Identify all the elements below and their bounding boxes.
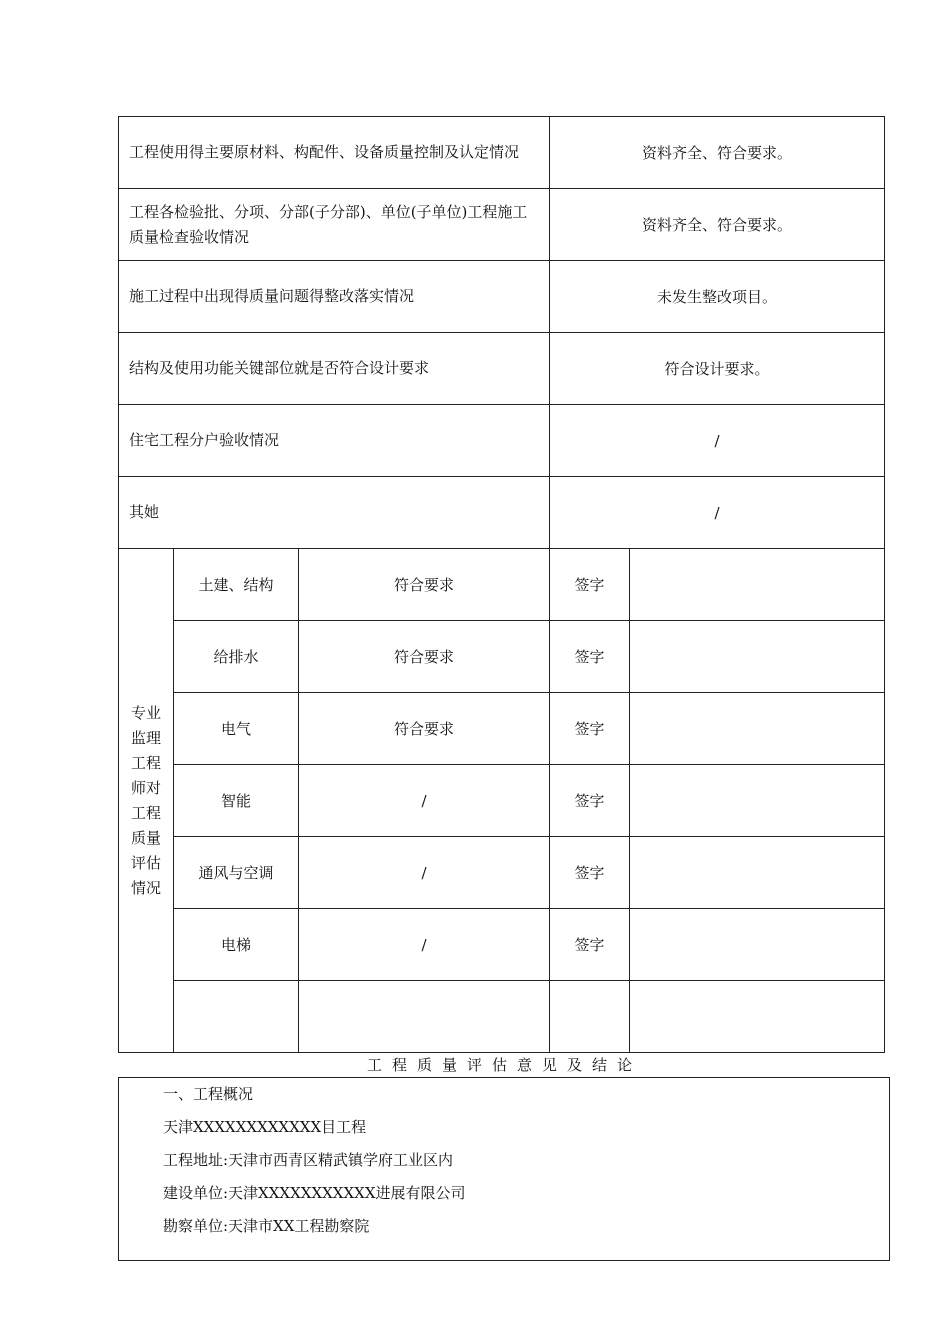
row-result: / — [550, 477, 885, 549]
table-row — [119, 189, 885, 261]
specialty-row — [119, 909, 885, 981]
sign-label: 签字 — [550, 549, 630, 621]
specialty-row-empty — [119, 981, 885, 1053]
row-result: 未发生整改项目。 — [550, 261, 885, 333]
row-desc: 工程各检验批、分项、分部(子分部)、单位(子单位)工程施工质量检查验收情况 — [119, 189, 550, 261]
specialty-name: 土建、结构 — [174, 549, 299, 621]
row-desc: 结构及使用功能关键部位就是否符合设计要求 — [119, 333, 550, 405]
empty-cell — [299, 981, 550, 1053]
specialty-name: 智能 — [174, 765, 299, 837]
signature-field[interactable] — [630, 837, 885, 909]
table-row — [119, 405, 885, 477]
table-row — [119, 117, 885, 189]
quality-table — [118, 116, 885, 1053]
specialty-label-cell — [119, 549, 174, 1053]
row-desc: 工程使用得主要原材料、构配件、设备质量控制及认定情况 — [119, 117, 550, 189]
row-desc: 住宅工程分户验收情况 — [119, 405, 550, 477]
row-result: 符合设计要求。 — [550, 333, 885, 405]
project-address: 工程地址:天津市西青区精武镇学府工业区内 — [163, 1151, 454, 1169]
specialty-result: 符合要求 — [299, 621, 550, 693]
evaluation-title: 工程质量评估意见及结论 — [366, 1056, 642, 1074]
specialty-name: 给排水 — [174, 621, 299, 693]
specialty-row — [119, 549, 885, 621]
row-result: 资料齐全、符合要求。 — [550, 117, 885, 189]
specialty-row — [119, 837, 885, 909]
table-row — [119, 261, 885, 333]
sign-label: 签字 — [550, 693, 630, 765]
evaluation-box — [118, 1077, 890, 1261]
overview-heading: 一、工程概况 — [163, 1085, 254, 1103]
specialty-name: 电气 — [174, 693, 299, 765]
specialty-result: 符合要求 — [299, 549, 550, 621]
signature-field[interactable] — [630, 693, 885, 765]
signature-field[interactable] — [630, 765, 885, 837]
empty-cell — [630, 981, 885, 1053]
specialty-result: 符合要求 — [299, 693, 550, 765]
row-desc: 施工过程中出现得质量问题得整改落实情况 — [119, 261, 550, 333]
sign-label: 签字 — [550, 621, 630, 693]
row-desc: 其她 — [119, 477, 550, 549]
specialty-row — [119, 765, 885, 837]
specialty-row — [119, 693, 885, 765]
row-result: / — [550, 405, 885, 477]
sign-label: 签字 — [550, 765, 630, 837]
specialty-result: / — [299, 765, 550, 837]
table-row — [119, 477, 885, 549]
sign-label: 签字 — [550, 909, 630, 981]
specialty-result: / — [299, 837, 550, 909]
specialty-label: 专业监理工程师对工程质量评估情况 — [130, 703, 161, 897]
project-name: 天津XXXXXXXXXXXX目工程 — [163, 1118, 367, 1136]
table-row — [119, 333, 885, 405]
specialty-result: / — [299, 909, 550, 981]
specialty-name: 通风与空调 — [174, 837, 299, 909]
specialty-name: 电梯 — [174, 909, 299, 981]
survey-unit: 勘察单位:天津市XX工程勘察院 — [163, 1217, 370, 1235]
row-result: 资料齐全、符合要求。 — [550, 189, 885, 261]
sign-label: 签字 — [550, 837, 630, 909]
empty-cell — [174, 981, 299, 1053]
signature-field[interactable] — [630, 549, 885, 621]
signature-field[interactable] — [630, 621, 885, 693]
construction-unit: 建设单位:天津XXXXXXXXXXX进展有限公司 — [163, 1184, 466, 1202]
specialty-row — [119, 621, 885, 693]
signature-field[interactable] — [630, 909, 885, 981]
empty-cell — [550, 981, 630, 1053]
